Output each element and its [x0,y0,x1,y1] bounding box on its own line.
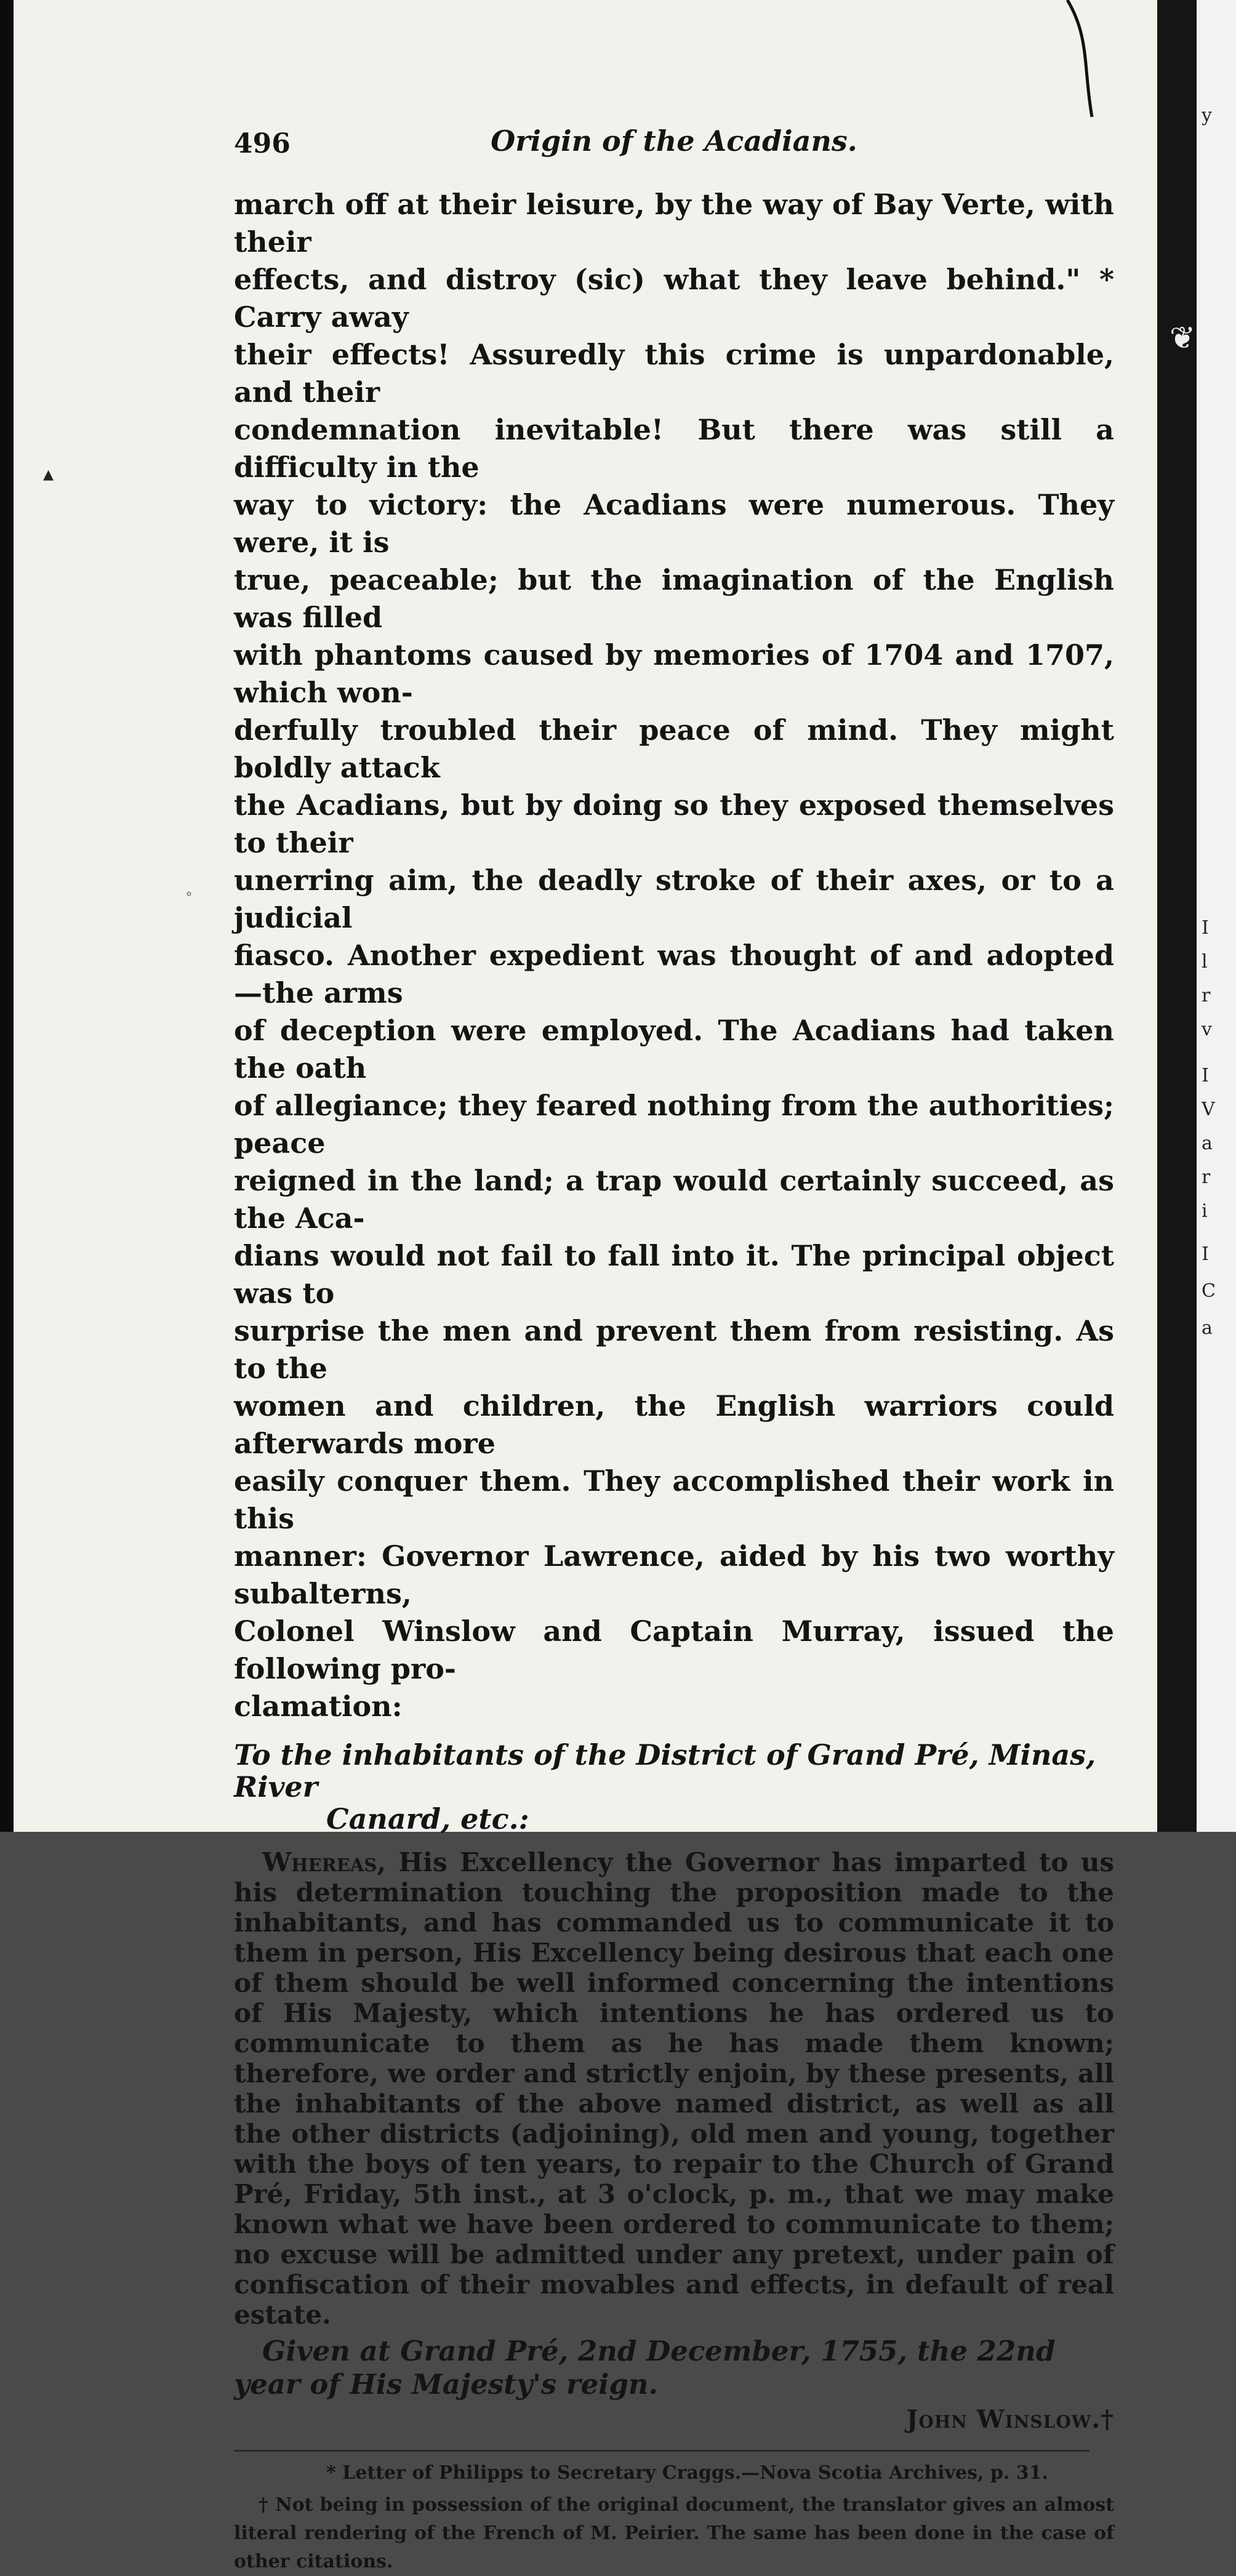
adjacent-fragment: C [1202,1280,1216,1302]
running-title: Origin of the Acadians. [491,124,857,158]
signature: John Winslow.† [906,2405,1114,2434]
body-paragraph [234,186,1114,1725]
clip-mark-icon: ❦ [1170,320,1195,356]
proclamation-dateline [234,2335,1114,2401]
adjacent-fragment: I [1202,1243,1209,1265]
text-line: unerring aim, the deadly stroke of their axes, or to a judicial [234,864,1114,934]
adjacent-fragment: I [1202,1065,1209,1086]
book-page [234,117,1114,2576]
text-line: effects, and distroy (sic) what they leave behind." * Carry away [234,263,1114,334]
text-line: true, peaceable; but the imagination of the English was filled [234,563,1114,634]
text-line: manner: Governor Lawrence, aided by his two worthy subalterns, [234,1539,1114,1610]
adjacent-fragment: r [1202,1166,1211,1188]
book-gutter [1157,0,1197,1832]
proclamation-opening-word: Whereas, [262,1847,386,1877]
margin-speck-icon: ∘ [185,886,193,902]
page-number: 496 [234,128,291,159]
text-line: Colonel Winslow and Captain Murray, issued the following pro- [234,1615,1114,1685]
text-line: of allegiance; they feared nothing from the authorities; peace [234,1089,1114,1160]
text-line: easily conquer them. They accomplished their work in this [234,1464,1114,1535]
text-line: condemnation inevitable! But there was still a difficulty in the [234,413,1114,484]
text-line: way to victory: the Acadians were numerous. They were, it is [234,488,1114,559]
proclamation-text: His Excellency the Governor has imparted to us his determination touching the proposition made to the inhabitants, and has commanded us to communicate it to them in person, His Excellency being desirous that each one of them should be well informed concerning the intentions of His Majesty, which intentions he has ordered us to communicate to them as he has made them known; therefore, we order and strictly enjoin, by these presents, all the inhabitants of the above named district, as well as all the other districts (adjoining), old men and young, together with the boys of ten years, to repair to the Church of Grand Pré, Friday, 5th inst., at 3 o'clock, p. m., that we may make known what we have been ordered to communicate to them; no excuse will be admitted under any pretext, under pain of confiscation of their movables and effects, in default of real estate. [234,1847,1114,2330]
text-line: fiasco. Another expedient was thought of and adopted—the arms [234,939,1114,1009]
text-line: with phantoms caused by memories of 1704 and 1707, which won- [234,638,1114,709]
proclamation-body [234,1847,1114,2330]
text-line: dians would not fail to fall into it. The principal object was to [234,1239,1114,1310]
adjacent-fragment: v [1202,1019,1212,1040]
footnote-2: † Not being in possession of the original document, the translator gives an almost literal rendering of the French of M. Peirier. The same has been done in the case of other citations. [234,2494,1114,2572]
left-scan-border [0,0,14,1832]
adjacent-fragment: i [1202,1200,1208,1222]
adjacent-fragment: a [1202,1133,1213,1154]
proclamation-heading [234,1739,1114,1835]
page-crease-mark [1065,0,1114,123]
adjacent-page-strip [1197,0,1236,1832]
proclamation-paragraph [234,1847,1114,2330]
text-line: clamation: [234,1690,403,1723]
text-line: women and children, the English warriors could afterwards more [234,1389,1114,1460]
adjacent-fragment: y [1202,105,1212,126]
adjacent-fragment: a [1202,1317,1213,1339]
page-header [234,117,1114,166]
text-line: march off at their leisure, by the way of Bay Verte, with their [234,188,1114,259]
text-line: of deception were employed. The Acadians had taken the oath [234,1014,1114,1085]
adjacent-fragment: V [1202,1099,1215,1120]
adjacent-fragment: l [1202,951,1208,973]
dateline-text: Given at Grand Pré, 2nd December, 1755, the 22nd year of His Majesty's reign. [234,2335,1056,2401]
text-line: reigned in the land; a trap would certainly succeed, as the Aca- [234,1164,1114,1235]
proclamation-heading-line: To the inhabitants of the District of Grand Pré, Minas, River [234,1738,1096,1804]
proclamation-heading-line: Canard, etc.: [326,1802,529,1836]
text-line: derfully troubled their peace of mind. They might boldly attack [234,713,1114,784]
margin-speck-icon: ▴ [43,462,54,486]
footnote-rule [234,2450,1090,2452]
text-line: the Acadians, but by doing so they exposed themselves to their [234,788,1114,859]
text-line: their effects! Assuredly this crime is unpardonable, and their [234,338,1114,409]
footnotes [234,2459,1114,2576]
text-line: surprise the men and prevent them from resisting. As to the [234,1314,1114,1385]
footnote-1: * Letter of Philipps to Secretary Craggs.—Nova Scotia Archives, p. 31. [326,2462,1048,2484]
adjacent-fragment: I [1202,917,1209,939]
adjacent-fragment: r [1202,985,1211,1006]
